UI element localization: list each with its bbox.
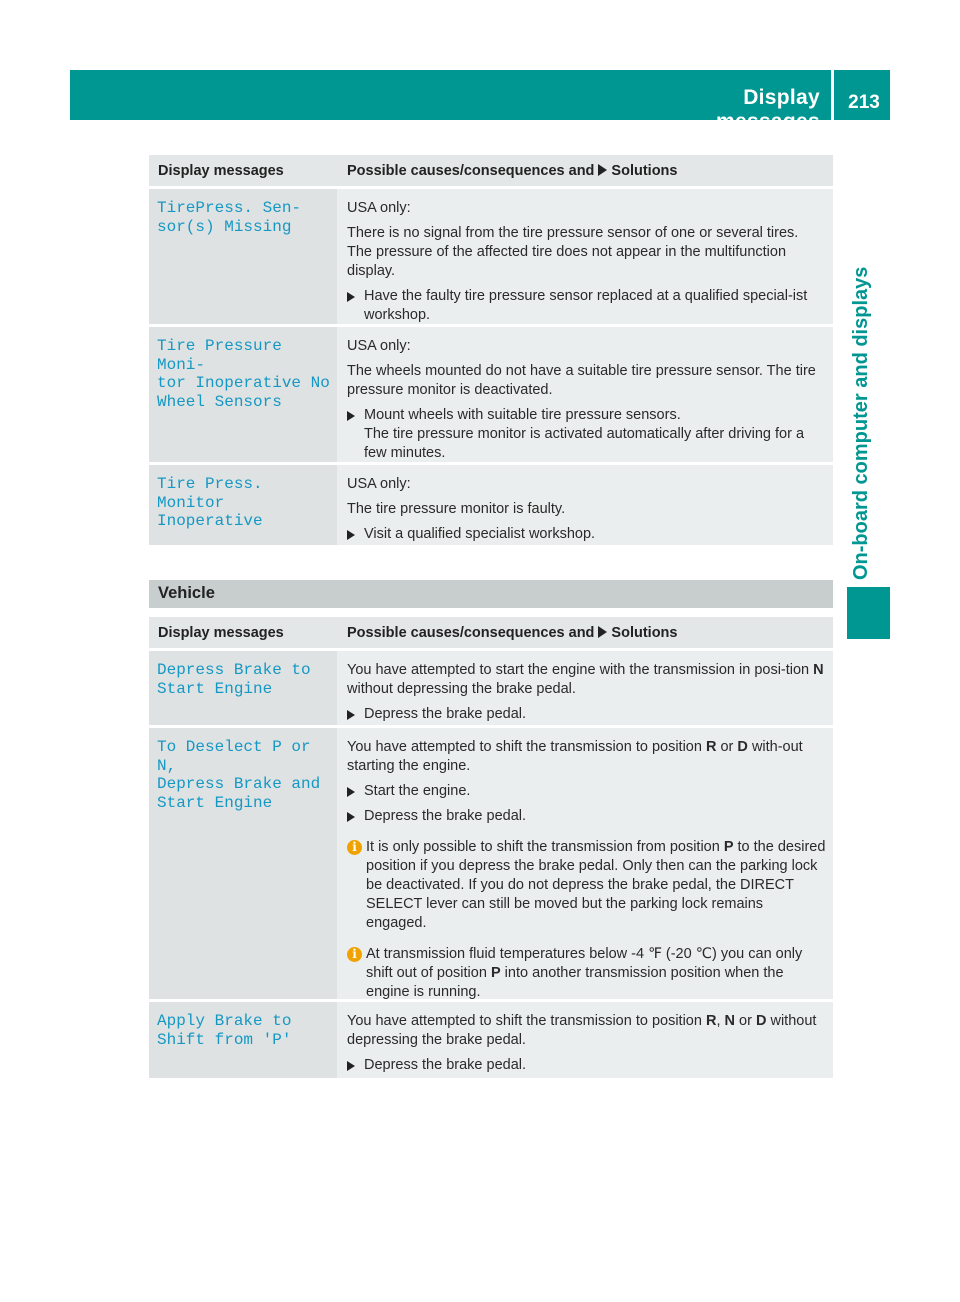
display-message: To Deselect P or N, Depress Brake and Start Engine <box>157 738 321 812</box>
display-message: Depress Brake to Start Engine <box>157 661 311 698</box>
table-row <box>149 651 833 728</box>
display-message: TirePress. Sen‐ sor(s) Missing <box>157 199 302 236</box>
display-message: Tire Pressure Moni‐ tor Inoperative No Wheel Sensors <box>157 337 330 411</box>
table-row <box>149 465 833 548</box>
text: The tire pressure monitor is faulty. <box>347 501 566 517</box>
text: The wheels mounted do not have a suitable tire pressure sensor. The tire pressure monitor is deactivated. <box>347 363 816 398</box>
triangle-right-icon <box>347 812 355 822</box>
solution-item: Depress the brake pedal. <box>347 1056 826 1075</box>
triangle-right-icon <box>598 626 607 638</box>
triangle-right-icon <box>598 164 607 176</box>
solution-item: Depress the brake pedal. <box>347 807 826 826</box>
solution-item: Have the faulty tire pressure sensor replaced at a qualified special‐ist workshop. <box>347 287 826 325</box>
text: You have attempted to start the engine with the transmission in posi‐tion N without depressing the brake pedal. <box>347 662 824 697</box>
text: You have attempted to shift the transmission to position R, N or D without depressing the brake pedal. <box>347 1013 817 1048</box>
solution-item: Visit a qualified specialist workshop. <box>347 525 826 544</box>
table-row <box>149 728 833 1002</box>
col-header-display-messages: Display messages <box>158 624 284 641</box>
text: USA only: <box>347 200 411 216</box>
section-title-vehicle: Vehicle <box>149 580 833 608</box>
side-chapter-label: On-board computer and displays <box>850 266 872 580</box>
triangle-right-icon <box>347 1061 355 1071</box>
table-row <box>149 327 833 465</box>
triangle-right-icon <box>347 411 355 421</box>
info-icon: i <box>347 840 362 855</box>
solution-item: Depress the brake pedal. <box>347 705 826 724</box>
info-note: i At transmission fluid temperatures below -4 ℉ (-20 ℃) you can only shift out of position P into another transmission position when the engine is running. <box>347 945 826 1002</box>
table-header-row <box>149 617 833 651</box>
col-header-display-messages: Display messages <box>158 162 284 179</box>
page-title: Display messages <box>716 86 820 133</box>
display-message: Tire Press. Monitor Inoperative <box>157 475 263 530</box>
solution-item: Mount wheels with suitable tire pressure sensors. The tire pressure monitor is activated automatically after driving for a few minutes. <box>347 406 826 463</box>
table-row <box>149 189 833 327</box>
triangle-right-icon <box>347 787 355 797</box>
display-message: Apply Brake to Shift from 'P' <box>157 1012 292 1049</box>
table-header-row <box>149 155 833 189</box>
chapter-tab <box>847 587 890 639</box>
table-vehicle <box>149 617 833 1081</box>
solution-item: Start the engine. <box>347 782 826 801</box>
header-divider <box>831 70 834 120</box>
col-header-causes: Possible causes/consequences and Solutions <box>347 624 678 641</box>
info-note: i It is only possible to shift the transmission from position P to the desired position if you depress the brake pedal. Only then can the parking lock be deactivated. If you do not depress the brake pedal, the DIRECT SELECT lever can still be moved but the parking lock remains engaged. <box>347 838 826 933</box>
triangle-right-icon <box>347 530 355 540</box>
text: USA only: <box>347 338 411 354</box>
text: There is no signal from the tire pressure sensor of one or several tires. The pressure of the affected tire does not appear in the multifunction display. <box>347 225 799 279</box>
col-header-causes: Possible causes/consequences and Solutions <box>347 162 678 179</box>
table-tire-pressure <box>149 155 833 548</box>
triangle-right-icon <box>347 710 355 720</box>
text: You have attempted to shift the transmission to position R or D with‐out starting the engine. <box>347 739 803 774</box>
page-number: 213 <box>848 92 880 113</box>
triangle-right-icon <box>347 292 355 302</box>
text: USA only: <box>347 476 411 492</box>
info-icon: i <box>347 947 362 962</box>
table-row <box>149 1002 833 1081</box>
